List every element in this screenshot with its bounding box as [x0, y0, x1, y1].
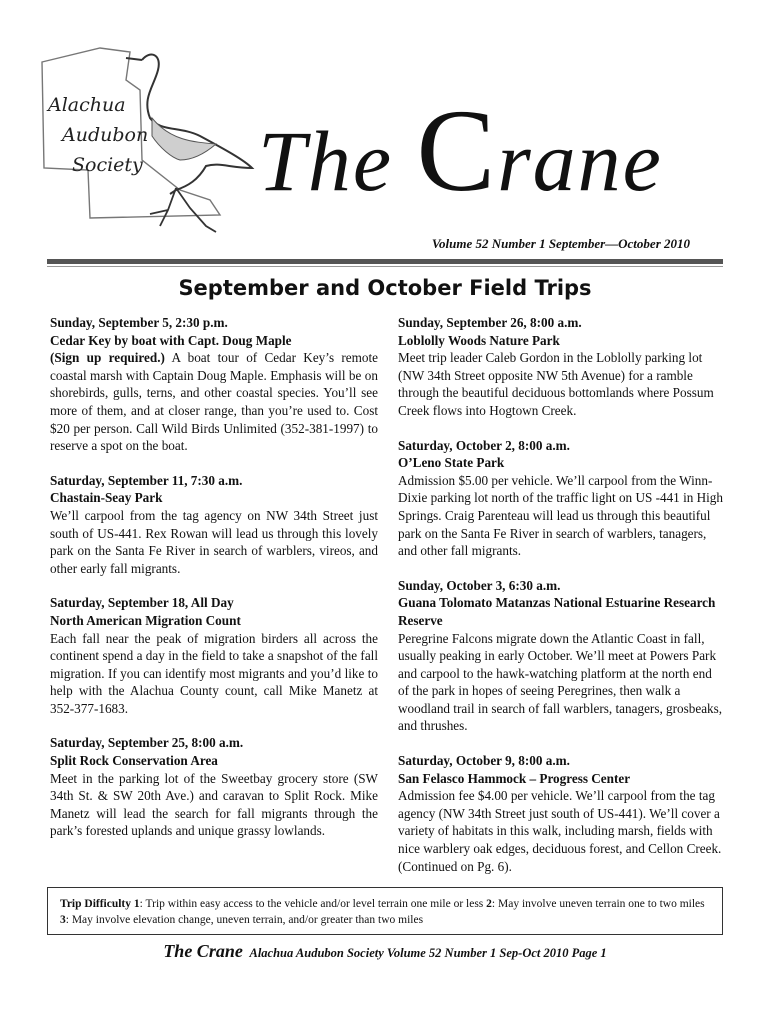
page-headline: September and October Field Trips	[178, 276, 592, 300]
trip-difficulty-box	[47, 887, 723, 935]
difficulty-level-1: 1	[133, 898, 140, 910]
logo-text-society: Society	[72, 154, 143, 176]
trip-entry	[50, 594, 378, 717]
trip-date: Saturday, October 9, 8:00 a.m.	[398, 753, 570, 769]
trip-date: Sunday, September 26, 8:00 a.m.	[398, 315, 582, 330]
trip-entry	[398, 437, 726, 560]
difficulty-label: Trip Difficulty	[60, 898, 132, 910]
trip-entry	[50, 472, 378, 578]
trip-body: Meet in the parking lot of the Sweetbay grocery store (SW 34th St. & SW 20th Ave.) and caravan to Split Rock. Mike Manetz will lead the search for fall migrants through the park’s forested uplands and unique grassy lowlands.	[50, 770, 378, 839]
volume-line: Volume 52 Number 1 September—October 2010	[431, 236, 690, 251]
trip-entry	[50, 734, 378, 840]
trip-entry	[398, 752, 726, 875]
masthead	[0, 0, 770, 262]
trip-entry	[398, 314, 726, 420]
trip-body: Peregrine Falcons migrate down the Atlantic Coast in fall, usually peaking in early October. We’ll meet at Powers Park and carpool to the hawk-watching platform at the north end of the park in hopes of seeing Peregrines, then walk a woodland trail in search of fall warblers, tanagers, grosbeaks, and thrushes.	[398, 630, 723, 734]
trip-place: O’Leno State Park	[398, 455, 505, 471]
left-column	[50, 314, 378, 857]
trip-place: Guana Tolomato Matanzas National Estuarine Research Reserve	[398, 595, 716, 628]
difficulty-level-2: 2	[486, 898, 492, 910]
trip-place: San Felasco Hammock – Progress Center	[398, 770, 631, 786]
difficulty-desc-2: : May involve uneven terrain one to two miles	[491, 898, 705, 910]
trip-place: Loblolly Woods Nature Park	[398, 332, 560, 348]
footer-title: The Crane	[163, 941, 243, 961]
right-column	[398, 314, 726, 892]
trip-place: Chastain-Seay Park	[50, 490, 163, 506]
trip-note: (Sign up required.)	[50, 350, 165, 366]
trip-date: Sunday, September 5, 2:30 p.m.	[50, 315, 228, 330]
title-part-the: The	[258, 113, 417, 209]
trip-place: North American Migration Count	[50, 612, 241, 628]
trip-date: Saturday, October 2, 8:00 a.m.	[398, 437, 570, 453]
divider-thin	[47, 266, 723, 267]
trip-description	[50, 349, 378, 455]
trip-date: Saturday, September 11, 7:30 a.m.	[50, 472, 243, 488]
footer-text: Alachua Audubon Society Volume 52 Number 1 Sep-Oct 2010 Page 1	[246, 946, 607, 960]
trip-body: Admission $5.00 per vehicle. We’ll carpool from the Winn-Dixie parking lot north of the traffic light on US -441 in High Springs. Craig Parenteau will lead us through this beautiful park on the Santa Fe River in search of warblers, tanagers, and other fall migrants.	[398, 472, 723, 559]
trip-entry	[50, 314, 378, 455]
newsletter-title	[258, 85, 663, 216]
trip-body: Meet trip leader Caleb Gordon in the Loblolly parking lot (NW 34th Street opposite NW 5th Avenue) for a ramble through the beautiful deciduous bottomlands where Possum Creek flows into Hogtown Creek.	[398, 350, 714, 418]
difficulty-desc-1: : Trip within easy access to the vehicle and/or level terrain one mile or less	[139, 898, 487, 910]
logo-text-audubon: Audubon	[62, 124, 149, 146]
trip-date: Saturday, September 25, 8:00 a.m.	[50, 735, 244, 751]
title-part-rane: rane	[497, 113, 663, 209]
title-cap-c: C	[416, 85, 498, 216]
trip-body: Admission fee $4.00 per vehicle. We’ll carpool from the tag agency (NW 34th Street just south of US-441). We’ll cover a variety of habitats in this walk, including marsh, fields with nice warblery oak edges, deciduous forest, and Cellon Creek. (Continued on Pg. 6).	[398, 788, 722, 874]
logo-text-alachua: Alachua	[48, 94, 126, 116]
trip-date: Sunday, October 3, 6:30 a.m.	[398, 577, 561, 593]
trip-date: Saturday, September 18, All Day	[50, 595, 234, 611]
page-footer	[0, 941, 770, 962]
difficulty-level-3: 3	[60, 914, 66, 926]
trip-body: Each fall near the peak of migration birders all across the continent spend a day in the field to take a snapshot of the fall migration. If you can identify most migrants and you’d like to help with the Alachua County count, call Mike Manetz at 352-377-1683.	[50, 630, 378, 716]
trip-place: Split Rock Conservation Area	[50, 753, 218, 769]
trip-place: Cedar Key by boat with Capt. Doug Maple	[50, 332, 292, 348]
trip-body: We’ll carpool from the tag agency on NW 34th Street just south of US-441. Rex Rowan will lead us through this lovely park on the Santa Fe River in search of warblers, vireos, and other early fall migrants.	[50, 507, 378, 576]
trip-body: A boat tour of Cedar Key’s remote coastal marsh with Captain Doug Maple. Emphasis will be on shorebirds, gulls, terns, and other coastal species. You’ll see more of them, and at closer range, than you’re used to. Cost $20 per person. Call Wild Birds Unlimited (352-381-1997) to reserve a spot on the boat.	[50, 350, 379, 454]
divider-thick	[47, 259, 723, 264]
trip-entry	[398, 577, 726, 735]
difficulty-desc-3: : May involve elevation change, uneven terrain, and/or greater than two miles	[65, 914, 424, 926]
